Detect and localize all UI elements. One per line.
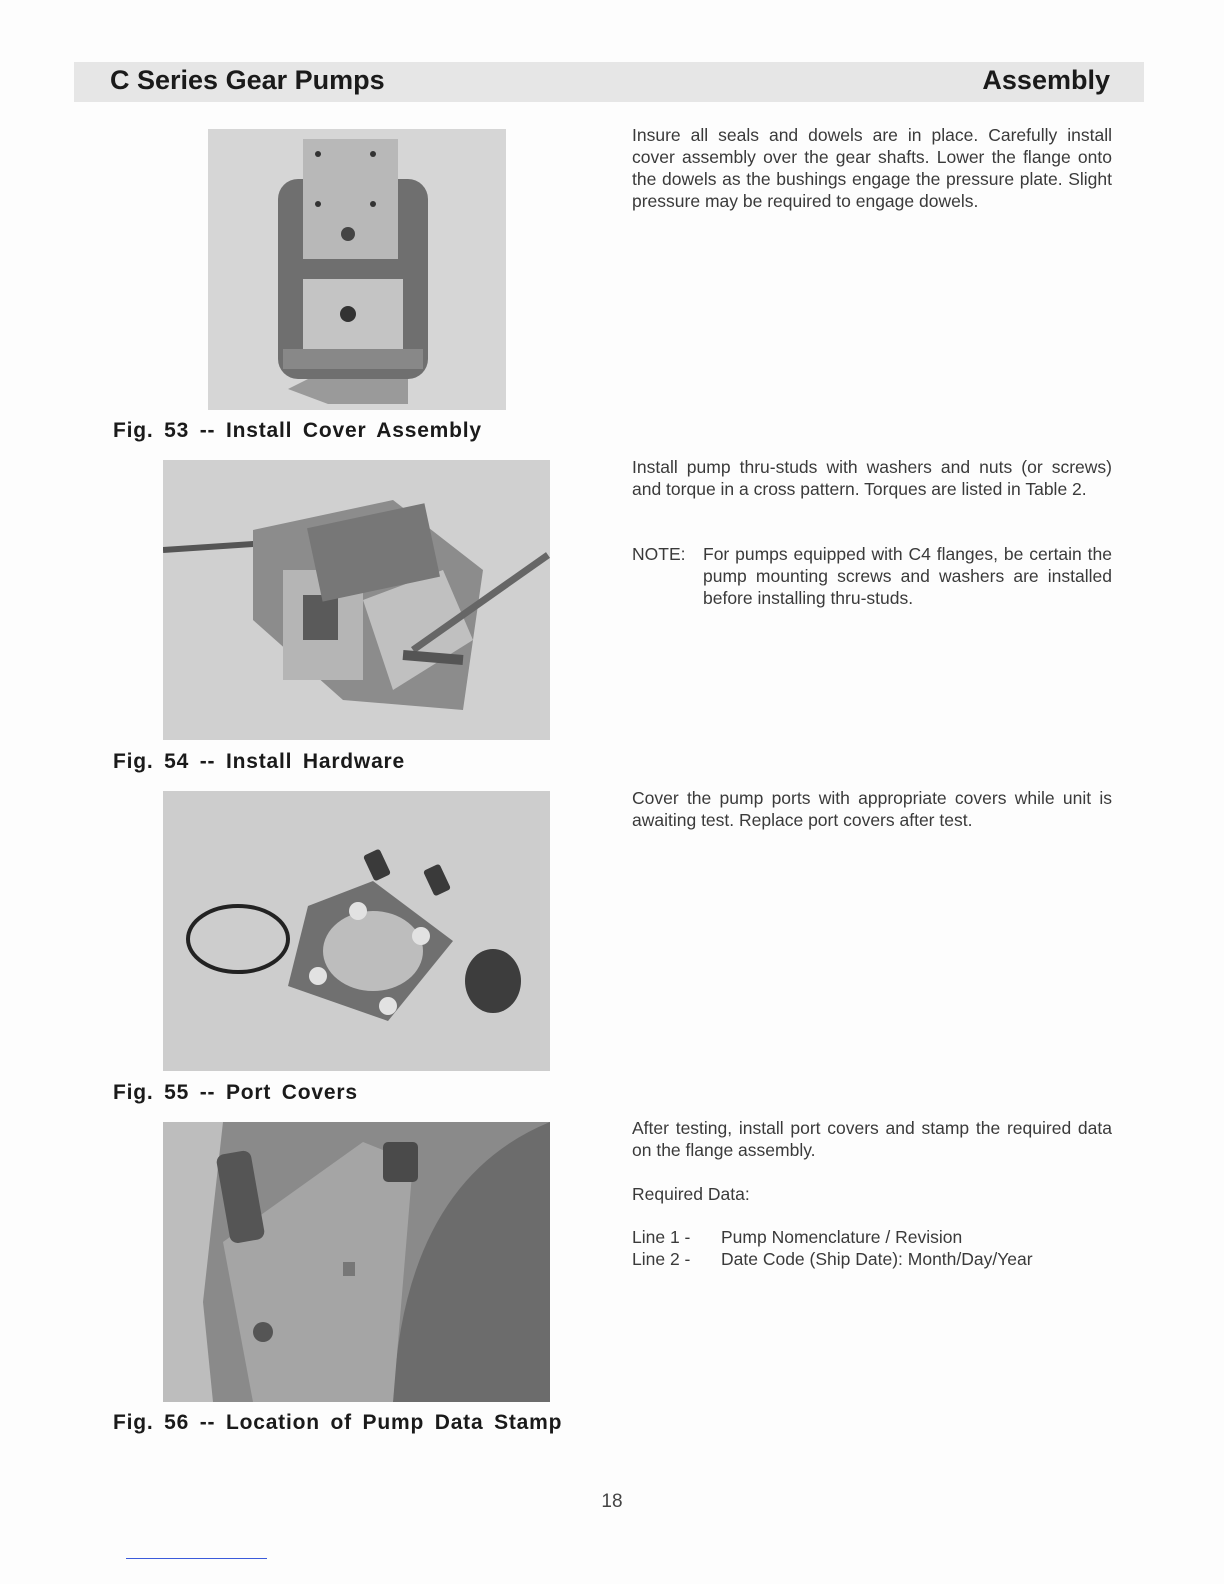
data-line-2 — [632, 1248, 1033, 1270]
fig-53-photo — [208, 129, 506, 410]
fig-54-caption: Fig. 54 -- Install Hardware — [113, 750, 405, 773]
fig-56-caption: Fig. 56 -- Location of Pump Data Stamp — [113, 1411, 563, 1434]
fig-54-note — [632, 543, 1112, 609]
fig-56-photo — [163, 1122, 550, 1402]
data-line-value: Date Code (Ship Date): Month/Day/Year — [721, 1249, 1033, 1269]
fig-53-caption: Fig. 53 -- Install Cover Assembly — [113, 419, 482, 442]
footer-rule — [126, 1558, 267, 1559]
data-line-1 — [632, 1226, 962, 1248]
data-line-label: Line 2 - — [632, 1249, 691, 1269]
fig-55-text: Cover the pump ports with appropriate covers while unit is awaiting test. Replace port covers after test. — [632, 788, 1112, 830]
page-number: 18 — [601, 1491, 623, 1512]
data-line-label: Line 1 - — [632, 1227, 691, 1247]
note-label: NOTE: — [632, 544, 686, 564]
data-line-value: Pump Nomenclature / Revision — [721, 1227, 963, 1247]
section-title: Assembly — [982, 65, 1110, 95]
fig-55-caption: Fig. 55 -- Port Covers — [113, 1081, 358, 1104]
page-header — [74, 62, 1144, 102]
required-data-label: Required Data: — [632, 1184, 750, 1204]
note-text: For pumps equipped with C4 flanges, be certain the pump mounting screws and washers are installed before installing thru-studs. — [703, 544, 1112, 608]
fig-55-photo — [163, 791, 550, 1071]
fig-53-text: Insure all seals and dowels are in place. Carefully install cover assembly over the gear shafts. Lower the flange onto the dowels as the bushings engage the pressure plate. Slight pressure may be required to engage dowels. — [632, 125, 1112, 211]
fig-54-text: Install pump thru-studs with washers and nuts (or screws) and torque in a cross pattern. Torques are listed in Table 2. — [632, 457, 1112, 499]
document-title: C Series Gear Pumps — [110, 65, 385, 95]
fig-56-text: After testing, install port covers and stamp the required data on the flange assembly. — [632, 1118, 1112, 1160]
fig-54-photo — [163, 460, 550, 740]
